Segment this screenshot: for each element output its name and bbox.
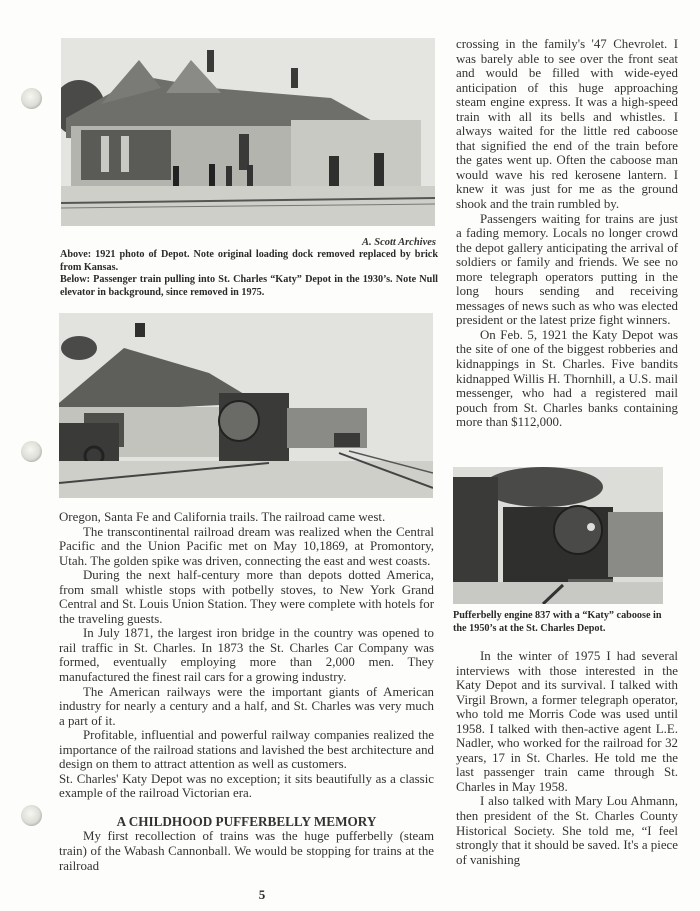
binder-hole-middle [21,441,42,462]
binder-hole-bottom [21,805,42,826]
caption-depot-1921: Above: 1921 photo of Depot. Note original loading dock removed replaced by brick from Kansas. [60,249,438,273]
paragraph-american-railways: The American railways were the important giants of American industry for nearly a century and a half, and St. Charles was very much a part of it. [59,684,434,728]
paragraph-mary-lou: I also talked with Mary Lou Ahmann, then president of the St. Charles County Historical Society. She told me, “I feel strongly that it should be saved. It's a piece of vanishing [456,794,678,867]
paragraph-recollection: My first recollection of trains was the huge pufferbelly (steam train) of the Wabash Cannonball. We would be stopping for trains at the railroad [59,829,434,873]
paragraph-katy-depot: St. Charles' Katy Depot was no exception; it sits beautifully as a classic example of the railroad Victorian era. [59,771,434,801]
photo-pufferbelly-837 [453,467,663,604]
caption-passenger-train: Below: Passenger train pulling into St. Charles “Katy” Depot in the 1930’s. Note Null elevator in background, since removed in 1975. [60,274,438,298]
paragraph-trails: Oregon, Santa Fe and California trails. The railroad came west. [59,510,386,524]
photo-credit: A. Scott Archives [362,237,436,248]
right-column-top [456,37,678,430]
section-heading: A CHILDHOOD PUFFERBELLY MEMORY [116,813,377,829]
paragraph-robbery: On Feb. 5, 1921 the Katy Depot was the site of one of the biggest robberies and kidnappings in St. Charles. Five bandits kidnapped Willis H. Thornhill, a U.S. mail messenger, who had a registered mail pouch from St. Charles banks containing more than $112,000. [456,327,678,430]
paragraph-profitable: Profitable, influential and powerful railway companies realized the importance of the railroad stations and lavished the best architecture and design on them to attract attention as well as customers. [59,728,434,772]
right-column-bottom [456,649,678,867]
photo-passenger-train [59,313,433,498]
paragraph-transcontinental: The transcontinental railroad dream was realized when the Central Pacific and the Union Pacific met on May 10,1869, at Promontory, Utah. The golden spike was driven, connecting the east and west coasts. [59,524,434,568]
depot-1921-illustration [61,38,435,226]
passenger-train-illustration [59,313,433,498]
paragraph-iron-bridge: In July 1871, the largest iron bridge in the country was opened to rail traffic in St. Charles. In 1873 the St. Charles Car Company was formed, eventually employing more than 2,000 men. They manufactured the finest rail cars for a growing industry. [59,626,434,685]
paragraph-passengers: Passengers waiting for trains are just a fading memory. Locals no longer crowd the depot gallery anticipating the arrival of soldiers or family and friends. We see no more telegraph operators putting in the long hours sending and receiving messages of news such as who was elected president or the latest prize fight winners. [456,211,678,328]
paragraph-half-century: During the next half-century more than depots dotted America, from small whistle stops with potbelly stoves, to New York Grand Central and St. Louis Union Station. They were complete with hotels for the traveling guests. [59,568,434,626]
caption-pufferbelly: Pufferbelly engine 837 with a “Katy” caboose in the 1950’s at the St. Charles Depot. [453,610,662,634]
pufferbelly-illustration [453,467,663,604]
photo-depot-1921 [61,38,435,226]
binder-hole-top [21,88,42,109]
left-column [59,510,434,873]
page-number: 5 [258,887,266,902]
paragraph-chevrolet: crossing in the family's '47 Chevrolet. I was barely able to see over the front seat and would be filled with wide-eyed anticipation of this huge approaching steam engine express. It was a high-speed train with all its bells and whistles. I always waited for the little red caboose that signified the end of the train before the gates went up. Often the caboose man would wave his red kerosene lantern. I knew it was just for me as the ground shook and the train rumbled by. [456,37,678,212]
paragraph-winter-1975: In the winter of 1975 I had several interviews with those interested in the Katy Depot and its survival. I talked with Virgil Brown, a former telegraph operator, who told me Morris Code was used until 1958. I talked with then-active agent L.E. Nadler, who worked for the railroad for 32 years, 17 in St. Charles. He told me the last passenger train came through St. Charles in May 1958. [456,649,678,794]
